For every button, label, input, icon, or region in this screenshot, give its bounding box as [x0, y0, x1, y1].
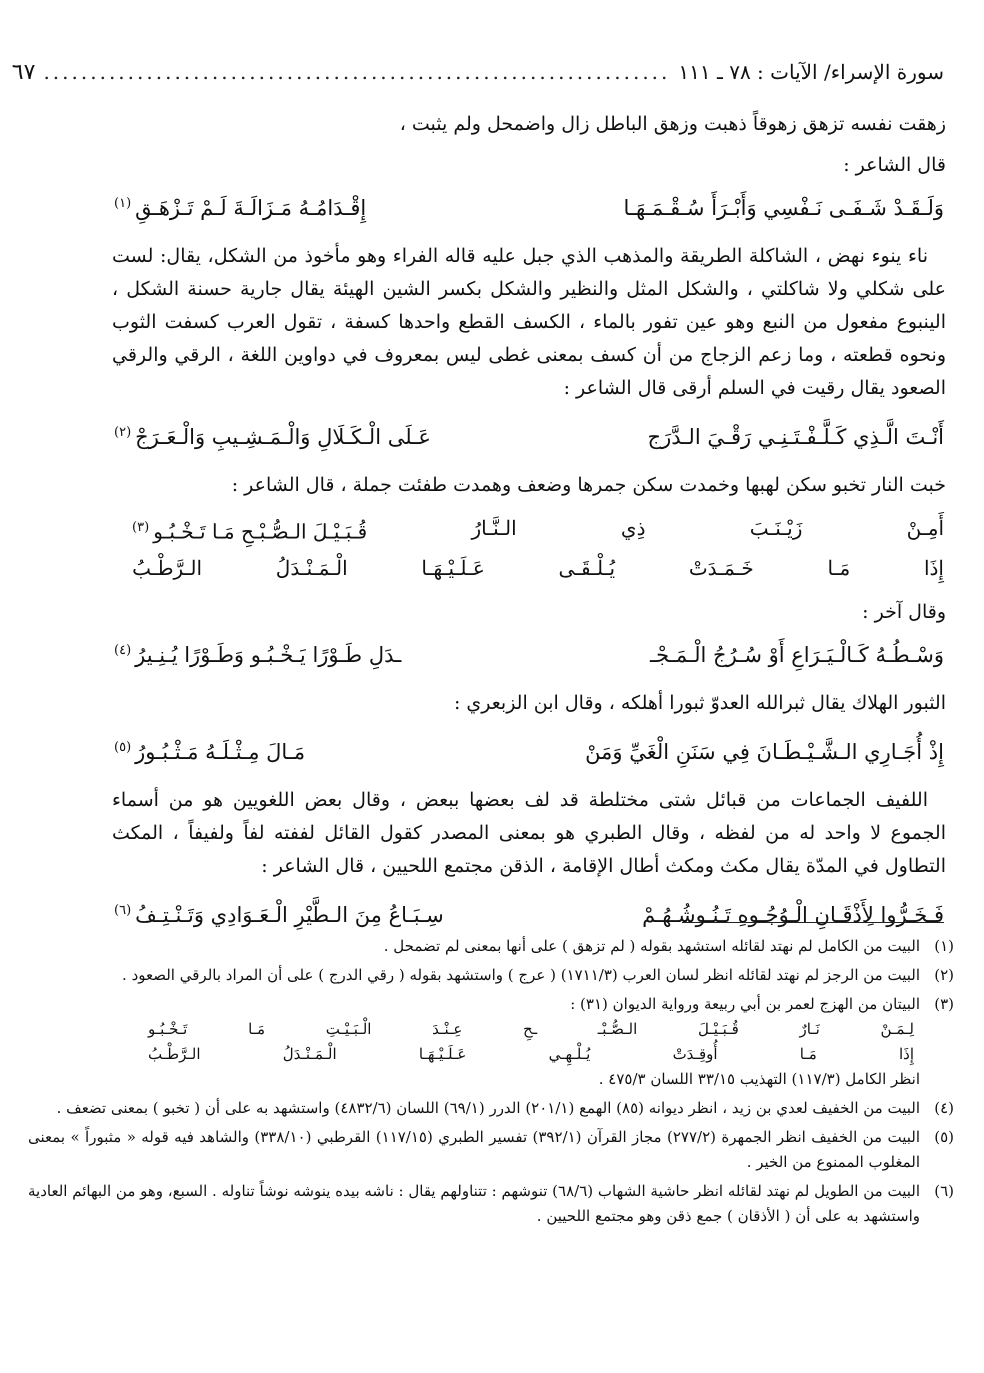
verse-3-line-1: أَمِـنْ زَيْـنَـبَ ذِي الـنَّـارُ قُـبَـيْـلَ الـصُّـبْـحِ مَـا تَـخْـبُـو$^{(٣)}$: [132, 516, 944, 544]
paragraph: زهقت نفسه تزهق زهوقاً ذهبت وزهق الباطل زال واضمحل ولم يثبت ،: [399, 113, 946, 135]
verse-hemistich-right: فَـخَـرُّوا لِأَذْقَـانِ الْـوُجُـوهِ تَـنُـوشُـهُـمْ: [642, 902, 944, 927]
verse-hemistich-left: عَـلَى الْـكَـلَالِ وَالْـمَـشِـيبِ وَالْـعَـرَجْ$^{(٢)}$: [114, 425, 431, 449]
verse-2: [112, 413, 946, 457]
footnote-separator: [682, 922, 944, 923]
verse-6: [112, 891, 946, 935]
footnote-ref: (٤): [114, 642, 132, 658]
paragraph: خبت النار تخبو سكن لهبها وخمدت سكن جمرها وضعف وهمدت طفئت جملة ، قال الشاعر :: [231, 474, 946, 496]
footnote-ref: (٦): [114, 902, 132, 918]
running-header: [11, 54, 944, 90]
verse-hemistich-left: إِقْـدَامُـهُ مَـزَالَـةَ لَـمْ تَـزْهَـقِ$^{(١)}$: [114, 196, 367, 220]
verse-hemistich-right: وَسْـطُـهُ كَـالْـيَـرَاعِ أَوْ سُـرُجُ الْـمَـجْـ: [649, 642, 944, 667]
footnote-3-verse-line-2: إِذَا مَـا أُوقِـدَتْ يُـلْـهِـي عَـلَـيْـهَـا الْـمَـنْـدَلُ الـرَّطْـبُ: [148, 1045, 914, 1063]
verse-4: [112, 631, 946, 675]
footnotes: [28, 934, 954, 1233]
verse-hemistich-right: وَلَـقَـدْ شَـفَـى نَـفْسِي وَأَبْـرَأَ سُـقْـمَـهَـا: [623, 196, 944, 220]
footnote-ref: (٥): [114, 739, 132, 755]
main-text: [112, 108, 946, 947]
verse-hemistich-left: مَـالَ مِـثْـلَـهُ مَـثْـبُـورُ$^{(٥)}$: [114, 739, 306, 764]
footnote-1: (١) البيت من الكامل لم نهتد لقائله استشهد بقوله ( لم تزهق ) على أنها بمعنى لم تضمحل .: [383, 937, 954, 955]
poet-intro: قال الشاعر :: [843, 154, 946, 176]
footnote-ref: (٣): [132, 520, 150, 535]
verse-hemistich-right: إِذْ أُجَـارِي الـشَّـيْـطَـانَ فِي سَنَنِ الْغَيِّ وَمَنْ: [585, 739, 944, 764]
footnote-2: (٢) البيت من الرجز لم نهتد لقائله انظر لسان العرب (١٧١١/٣) ( عرج ) واستشهد بقوله ( رقي الدرج ) على أن المراد بالرقي الصعود .: [122, 966, 954, 984]
footnote-3: (٣) البيتان من الهزج لعمر بن أبي ربيعة ورواية الديوان (٣١) :: [570, 995, 954, 1013]
verse-5: [112, 728, 946, 772]
page-number: ٦٧: [11, 59, 36, 85]
footnote-3-source: انظر الكامل (١١٧/٣) التهذيب ٣٣/١٥ اللسان ٤٧٥/٣ .: [598, 1070, 920, 1088]
footnote-6: (٦) البيت من الطويل لم نهتد لقائله انظر حاشية الشهاب (٦٨/٦) تنوشهم : تتناولهم يقال : ناشه بيده ينوشه نوشاً تناوله . السبع، وهو من البهائم العادية واستشهد به على أن ( الأذقان ) جمع ذقن وهو مجتمع اللحيين .: [28, 1182, 954, 1225]
poet-intro: وقال آخر :: [862, 600, 946, 623]
verse-3-line-2: إِذَا مَـا خَـمَـدَتْ يُـلْـقَـى عَـلَـيْـهَـا الْـمَـنْـدَلُ الـرَّطْـبُ: [132, 555, 944, 580]
verse-hemistich-left: سِـبَـاعُ مِنَ الـطَّيْرِ الْـعَـوَادِي وَتَـنْـتِـفُ$^{(٦)}$: [114, 902, 444, 927]
footnote-4: (٤) البيت من الخفيف لعدي بن زيد ، انظر ديوانه (٨٥) الهمع (٢٠١/١) الدرر (٦٩/١) اللسان (٤٨٣٢/٦) واستشهد به على أن ( تخبو ) بمعنى تضعف .: [56, 1099, 954, 1117]
verse-hemistich-right: أَنْـتَ الَّـذِي كَـلَّـفْـتَـنِـي رَقْـيَ الـدَّرَج: [647, 425, 944, 449]
verse-1: [112, 184, 946, 228]
paragraph: اللفيف الجماعات من قبائل شتى مختلطة قد لف بعضها ببعض ، وقال بعض اللغويين هو من أسماء الجموع لا واحد له من لفظه ، وقال الطبري هو بمعنى المصدر كقول القائل لففته لفاً ولفيفاً ، المكث التطاول في المدّة يقال مكث ومكث أطال الإقامة ، الذقن مجتمع اللحيين ، قال الشاعر :: [112, 788, 946, 877]
footnote-ref: (٢): [114, 425, 132, 440]
footnote-3-verse-line-1: لِـمَـنْ نَـارٌ قُـبَـيْـلَ الـصُّـبْـ ـحِ عِـنْـدَ الْـبَـيْـتِ مَـا تَـخْـبُـو: [148, 1020, 914, 1038]
header-title: سورة الإسراء/ الآيات : ٧٨ ـ ١١١: [678, 60, 944, 84]
footnote-ref: (١): [114, 196, 132, 211]
verse-hemistich-left: ـدَلِ طَـوْرًا يَـخْـبُـو وَطَـوْرًا يُـنِـيرُ$^{(٤)}$: [114, 642, 402, 667]
paragraph: ناء ينوء نهض ، الشاكلة الطريقة والمذهب الذي جبل عليه قاله الفراء وهو مأخوذ من الشكل، يقال: لست على شكلي ولا شاكلتي ، والشكل المثل والنظير والشكل بكسر الشين الهيئة يقال جارية حسنة الشكل ، الينبوع مفعول من النبع وهو عين تفور بالماء ، الكسف القطع واحدها كسفة ، تقول العرب كسفت الثوب ونحوه قطعته ، وما زعم الزجاج من أن كسف بمعنى غطى ليس بمعروف في دواوين اللغة ، الرقي والرقي الصعود يقال رقيت في السلم أرقى قال الشاعر :: [112, 245, 946, 399]
footnote-5: (٥) البيت من الخفيف انظر الجمهرة (٢٧٧/٢) مجاز القرآن (٣٩٢/١) تفسير الطبري (١١٧/١٥) القرطبي (٣٣٨/١٠) والشاهد فيه قوله « مثبوراً » بمعنى المغلوب الممنوع من الخير .: [28, 1128, 954, 1171]
paragraph: الثبور الهلاك يقال ثبرالله العدوّ ثبورا أهلكه ، وقال ابن الزبعري :: [453, 691, 946, 714]
header-leader-dots: ...................................................................: [43, 60, 671, 84]
